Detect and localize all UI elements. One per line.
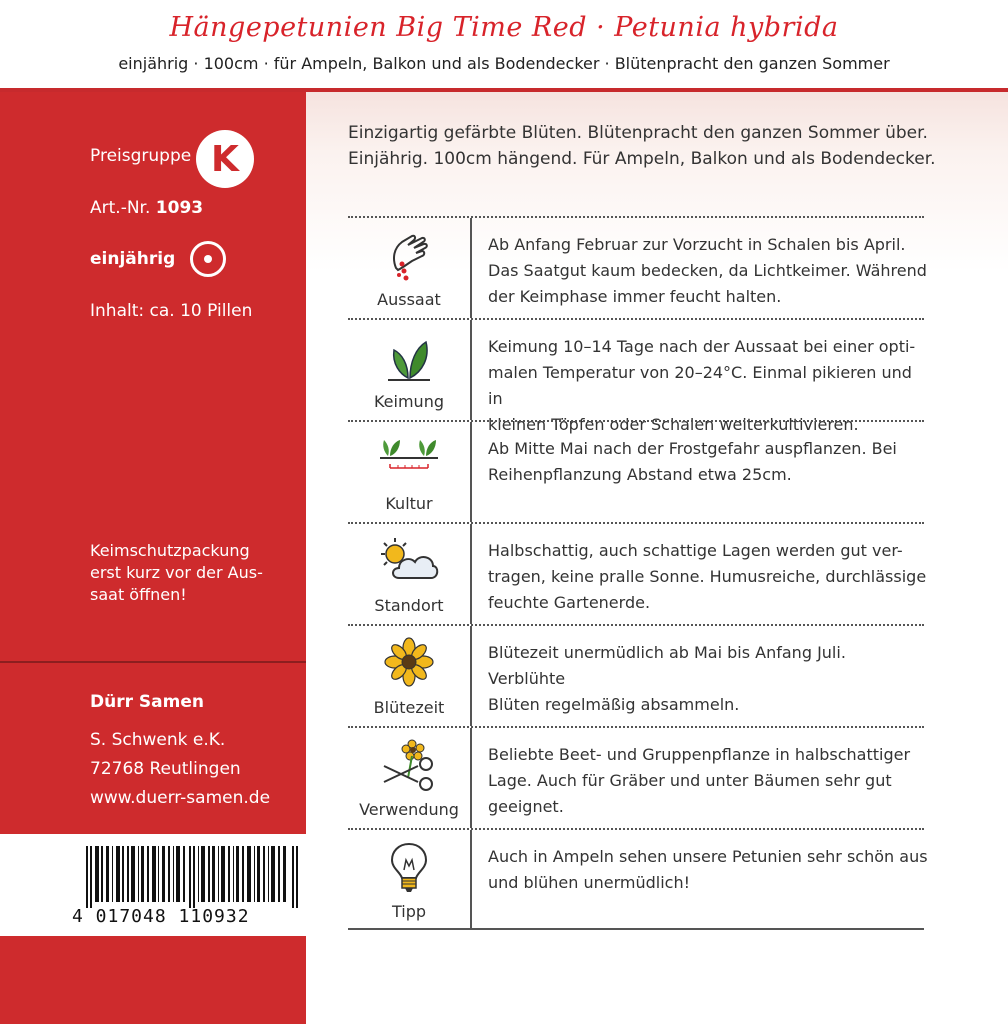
row-label: Keimung [373, 392, 444, 411]
company-owner: S. Schwenk e.K. [90, 730, 226, 750]
row-description-line: Ab Mitte Mai nach der Frostgefahr auspflanzen. Bei [488, 439, 897, 458]
lifecycle-label: einjährig [90, 249, 176, 269]
company-address [90, 726, 270, 813]
germination-note [90, 540, 263, 606]
intro-line: Einjährig. 100cm hängend. Für Ampeln, Balkon und als Bodendecker. [348, 149, 936, 169]
row-label: Aussaat [377, 290, 441, 309]
germination-note-line: erst kurz vor der Aus- [90, 563, 263, 582]
row-divider [470, 728, 472, 828]
row-label: Tipp [391, 902, 427, 921]
row-label: Kultur [385, 494, 433, 513]
flower-icon [378, 636, 440, 690]
annual-icon [190, 241, 226, 277]
row-description [488, 640, 928, 718]
preisgruppe-badge: K [196, 130, 254, 188]
row-description-line: der Keimphase immer feucht halten. [488, 287, 782, 306]
sidebar-divider [0, 661, 306, 663]
care-row-bluetezeit [348, 624, 924, 726]
row-label: Blütezeit [373, 698, 445, 717]
row-description-line: Keimung 10–14 Tage nach der Aussaat bei einer opti- [488, 337, 916, 356]
row-description-line: Auch in Ampeln sehen unsere Petunien sehr schön aus [488, 847, 928, 866]
row-description-line: Halbschattig, auch schattige Lagen werden gut ver- [488, 541, 903, 560]
row-description-line: malen Temperatur von 20–24°C. Einmal pikieren und in [488, 363, 912, 408]
row-description-line: tragen, keine pralle Sonne. Humusreiche, durchlässige [488, 567, 927, 586]
row-description [488, 436, 928, 488]
care-table [348, 216, 928, 930]
preisgruppe-label: Preisgruppe [90, 146, 192, 166]
row-description-line: Reihenpflanzung Abstand etwa 25cm. [488, 465, 792, 484]
scissors-flower-icon [378, 738, 440, 792]
content-amount: Inhalt: ca. 10 Pillen [90, 301, 253, 321]
row-description-line: kleinen Töpfen oder Schalen weiterkultivieren. [488, 415, 859, 434]
header [0, 0, 1008, 88]
intro-line: Einzigartig gefärbte Blüten. Blütenpracht den ganzen Sommer über. [348, 123, 928, 143]
row-divider [470, 422, 472, 522]
row-description-line: Beliebte Beet- und Gruppenpflanze in halbschattiger [488, 745, 911, 764]
barcode-number: 4 017048 110932 [72, 906, 250, 927]
care-row-tipp [348, 828, 928, 930]
lightbulb-icon [378, 840, 440, 894]
seedling-icon [378, 330, 440, 384]
company-name: Dürr Samen [90, 692, 204, 712]
product-subtitle: einjährig · 100cm · für Ampeln, Balkon und als Bodendecker · Blütenpracht den ganzen Sommer [118, 54, 890, 73]
row-description [488, 844, 928, 896]
row-description-line: Ab Anfang Februar zur Vorzucht in Schalen bis April. [488, 235, 906, 254]
row-description-line: und blühen unermüdlich! [488, 873, 691, 892]
care-row-verwendung [348, 726, 924, 828]
article-number [90, 198, 203, 218]
row-description [488, 538, 928, 616]
row-description-line: Das Saatgut kaum bedecken, da Lichtkeimer. Während [488, 261, 927, 280]
row-label: Standort [374, 596, 444, 615]
row-description [488, 232, 928, 310]
row-divider [470, 830, 472, 928]
row-description-line: Lage. Auch für Gräber und unter Bäumen sehr gut [488, 771, 892, 790]
germination-note-line: saat öffnen! [90, 585, 187, 604]
care-row-kultur [348, 420, 924, 522]
article-number-label: Art.-Nr. [90, 198, 151, 218]
row-divider [470, 320, 472, 420]
care-row-aussaat [348, 216, 927, 318]
sun-cloud-icon [370, 534, 446, 588]
article-number-value: 1093 [155, 198, 204, 218]
company-city: 72768 Reutlingen [90, 759, 241, 779]
sowing-hand-icon [378, 228, 440, 282]
intro-text [348, 120, 968, 172]
product-title: Hängepetunien Big Time Red · Petunia hybrida [169, 12, 839, 43]
row-description-line: Blütezeit unermüdlich ab Mai bis Anfang Juli. Verblühte [488, 643, 846, 688]
row-description [488, 742, 928, 820]
row-description-line: feuchte Gartenerde. [488, 593, 651, 612]
row-divider [470, 524, 472, 624]
row-divider [470, 626, 472, 726]
germination-note-line: Keimschutzpackung [90, 541, 250, 560]
row-description-line: geeignet. [488, 797, 564, 816]
barcode-bars [86, 846, 300, 908]
plant-spacing-icon [378, 432, 440, 486]
company-website[interactable]: www.duerr-samen.de [90, 788, 271, 808]
row-description-line: Blüten regelmäßig absammeln. [488, 695, 740, 714]
row-divider [470, 218, 472, 318]
care-row-standort [348, 522, 927, 624]
care-row-keimung [348, 318, 924, 434]
row-label: Verwendung [359, 800, 459, 819]
